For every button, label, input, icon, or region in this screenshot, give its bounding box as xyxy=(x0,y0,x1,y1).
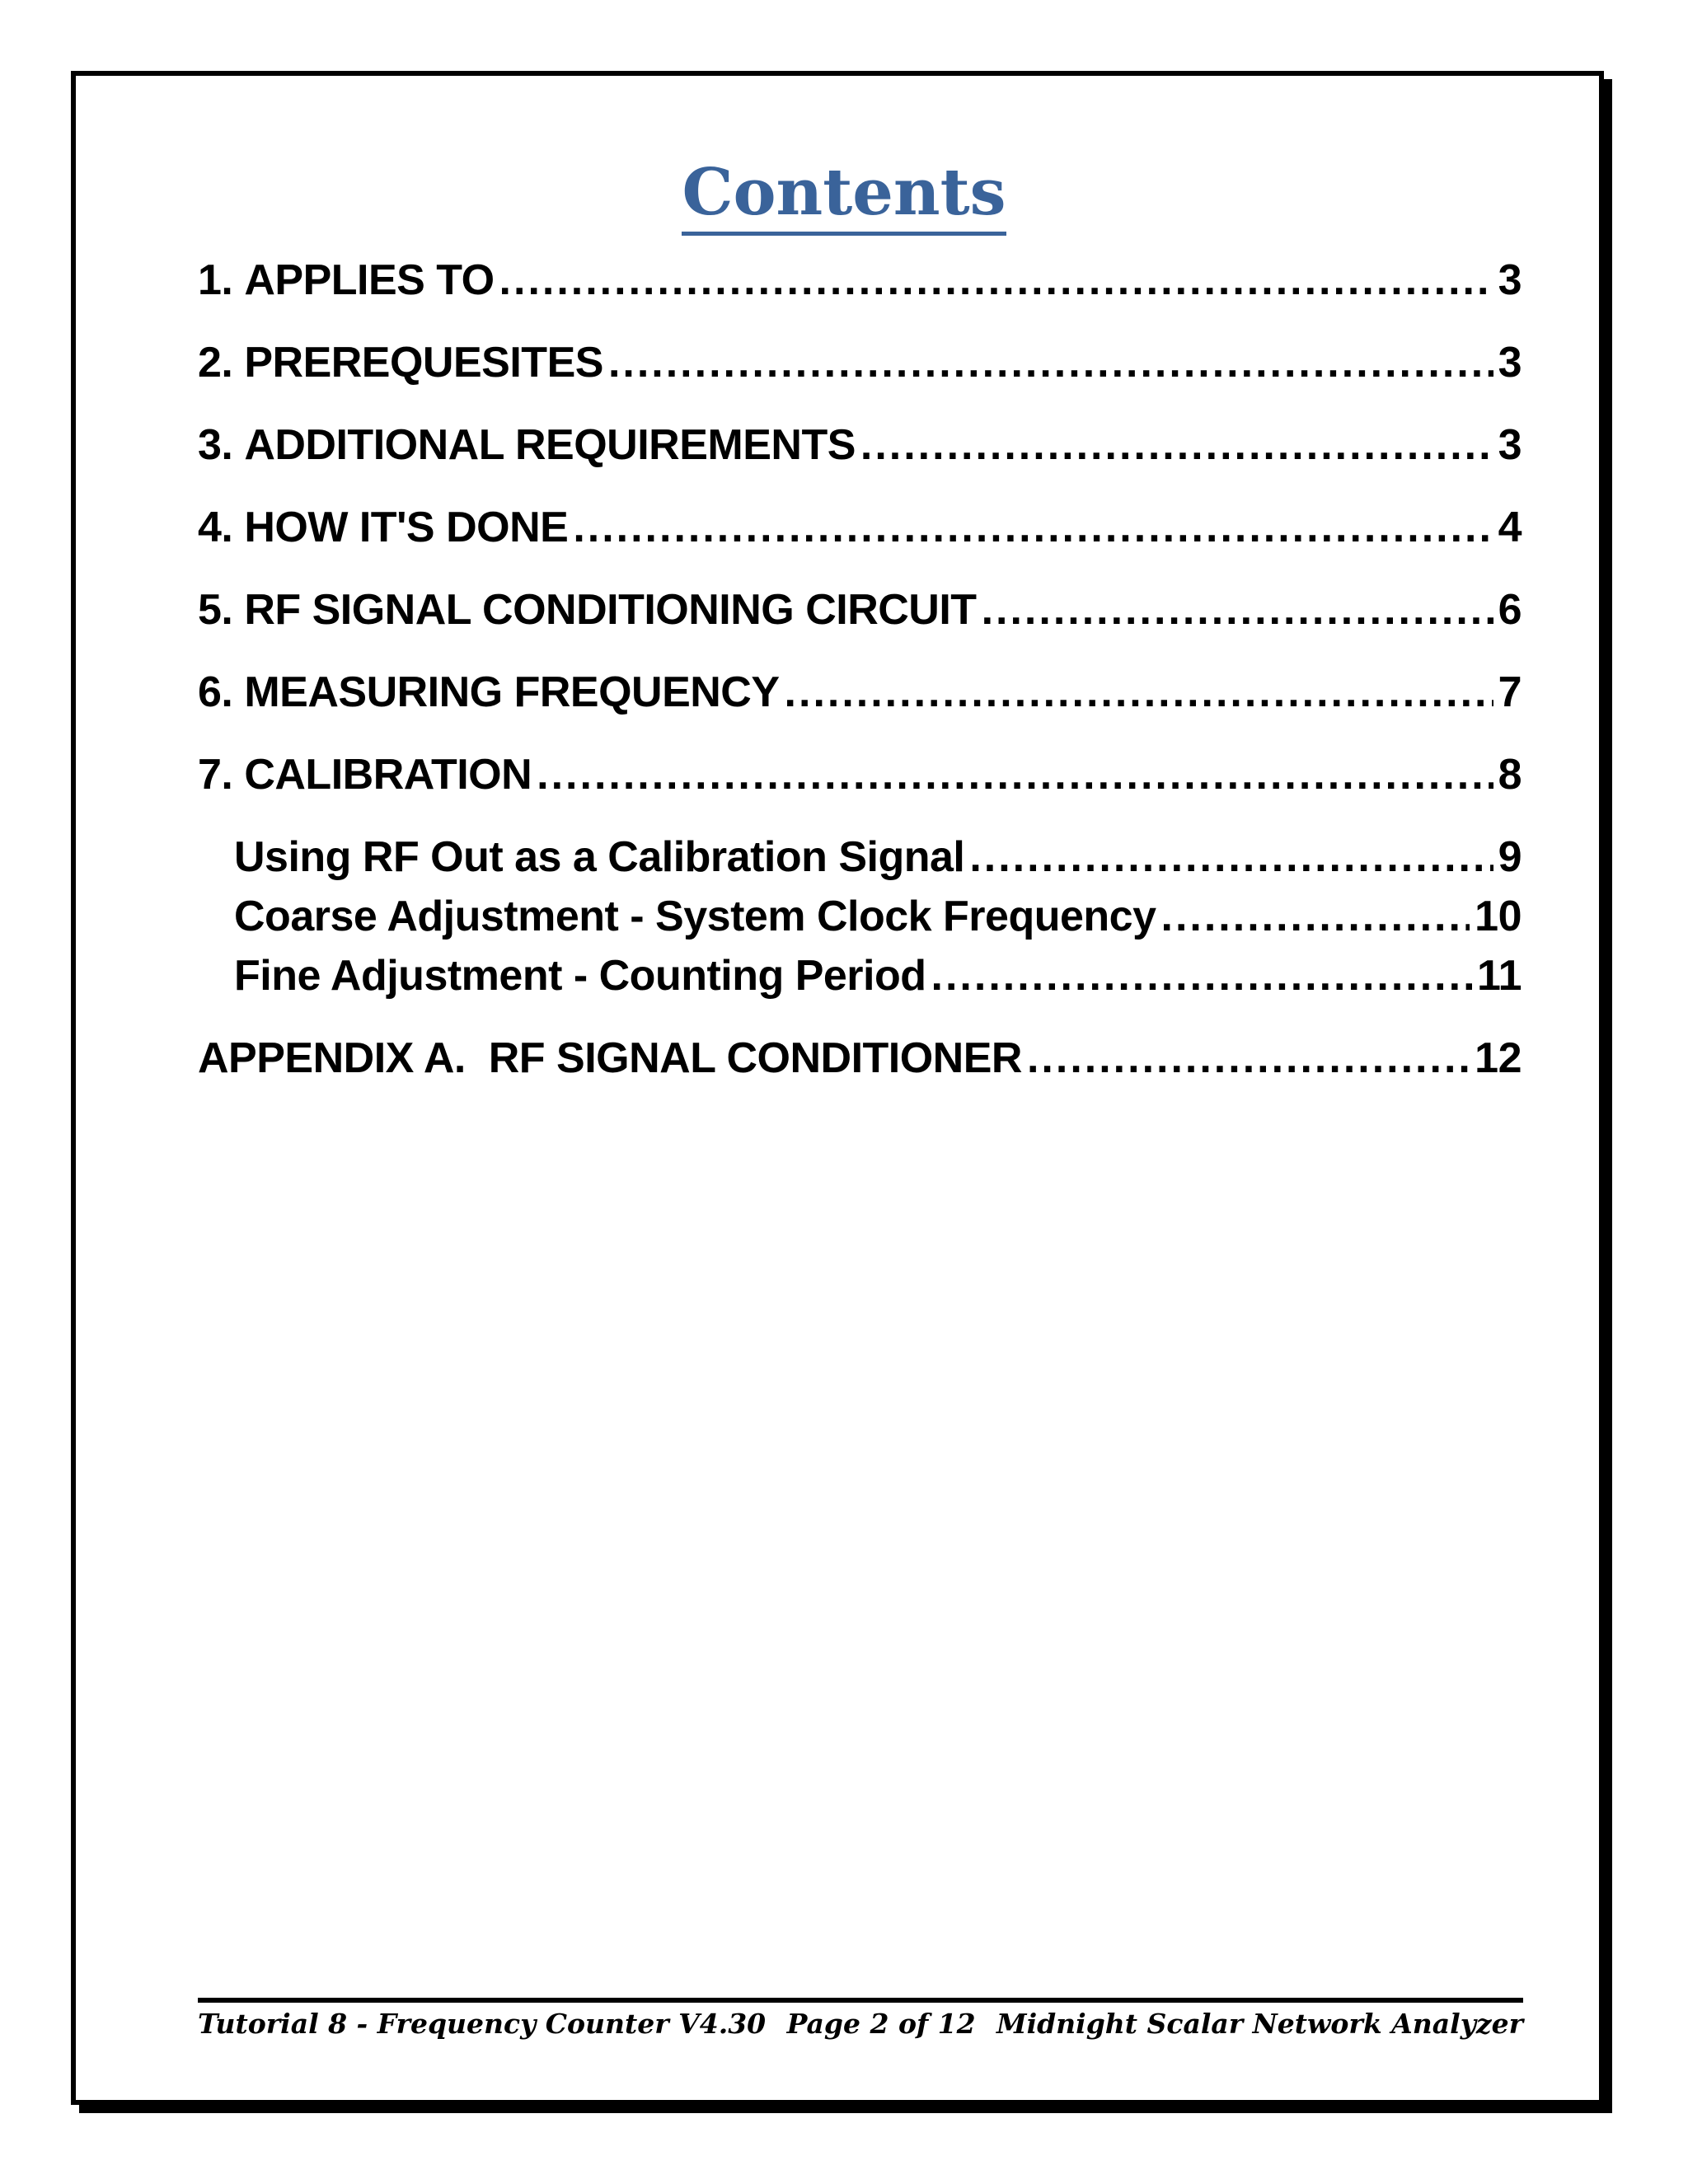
toc-entry-page: 12 xyxy=(1475,1034,1522,1082)
toc-entry-label: RF SIGNAL CONDITIONING CIRCUIT xyxy=(244,586,977,634)
toc-subentry-rf-out-calibration-signal[interactable] xyxy=(234,828,1522,886)
contents-title-text: Contents xyxy=(682,155,1006,236)
toc-entry-label: APPLIES TO xyxy=(244,256,495,304)
footer-document-title: Tutorial 8 - Frequency Counter V4.30 xyxy=(198,2008,767,2040)
footer-product-name: Midnight Scalar Network Analyzer xyxy=(996,2008,1523,2040)
toc-subentry-coarse-adjustment[interactable] xyxy=(234,888,1522,945)
toc-entry-how-its-done[interactable] xyxy=(198,499,1522,556)
toc-subentry-label: Coarse Adjustment - System Clock Frequency xyxy=(234,893,1156,940)
toc-dot-leader xyxy=(1161,888,1470,945)
toc-dot-leader xyxy=(499,251,1493,309)
toc-subentry-page: 10 xyxy=(1475,893,1522,940)
toc-entry-page: 4 xyxy=(1498,504,1522,551)
toc-entry-label: PREREQUESITES xyxy=(244,339,603,387)
toc-dot-leader xyxy=(537,746,1493,804)
toc-dot-leader xyxy=(982,581,1493,639)
toc-entry-label: ADDITIONAL REQUIREMENTS xyxy=(244,421,856,469)
toc-dot-leader xyxy=(860,416,1493,474)
toc-entry-label: HOW IT'S DONE xyxy=(244,504,569,551)
toc-entry-calibration[interactable] xyxy=(198,746,1522,804)
toc-dot-leader xyxy=(969,828,1493,886)
toc-entry-number: 4. xyxy=(198,504,233,551)
toc-entry-number: 1. xyxy=(198,256,233,304)
toc-entry-page: 6 xyxy=(1498,586,1522,634)
toc-entry-page: 3 xyxy=(1498,339,1522,387)
toc-subentry-page: 11 xyxy=(1477,952,1522,1000)
toc-entry-page: 7 xyxy=(1498,668,1522,716)
toc-entry-page: 3 xyxy=(1498,256,1522,304)
toc-entry-rf-signal-conditioning-circuit[interactable] xyxy=(198,581,1522,639)
toc-dot-leader xyxy=(785,663,1493,721)
toc-entry-page: 8 xyxy=(1498,751,1522,799)
toc-dot-leader xyxy=(931,947,1472,1005)
toc-entry-number: 5. xyxy=(198,586,233,634)
toc-entry-number: 6. xyxy=(198,668,233,716)
toc-entry-label: APPENDIX A. RF SIGNAL CONDITIONER xyxy=(198,1034,1022,1082)
footer-page-number: Page 2 of 12 xyxy=(786,2008,976,2040)
toc-entry-appendix-a[interactable] xyxy=(198,1029,1522,1087)
toc-entry-page: 3 xyxy=(1498,421,1522,469)
toc-entry-additional-requirements[interactable] xyxy=(198,416,1522,474)
toc-subentry-fine-adjustment[interactable] xyxy=(234,947,1522,1005)
toc-entry-label: CALIBRATION xyxy=(244,751,532,799)
toc-subentry-label: Using RF Out as a Calibration Signal xyxy=(234,833,965,881)
toc-subentry-label: Fine Adjustment - Counting Period xyxy=(234,952,926,1000)
toc-entry-number: 2. xyxy=(198,339,233,387)
toc-subentry-page: 9 xyxy=(1498,833,1522,881)
toc-dot-leader xyxy=(1027,1029,1470,1087)
toc-entry-number: 7. xyxy=(198,751,233,799)
toc-entry-applies-to[interactable] xyxy=(198,251,1522,309)
toc-entry-label: MEASURING FREQUENCY xyxy=(244,668,780,716)
toc-entry-measuring-frequency[interactable] xyxy=(198,663,1522,721)
toc-entry-number: 3. xyxy=(198,421,233,469)
contents-title xyxy=(0,155,1688,230)
toc-dot-leader xyxy=(608,334,1493,391)
toc-entry-prerequesites[interactable] xyxy=(198,334,1522,391)
footer-rule xyxy=(198,1998,1523,2003)
page-footer xyxy=(198,2008,1523,2040)
toc-dot-leader xyxy=(573,499,1493,556)
